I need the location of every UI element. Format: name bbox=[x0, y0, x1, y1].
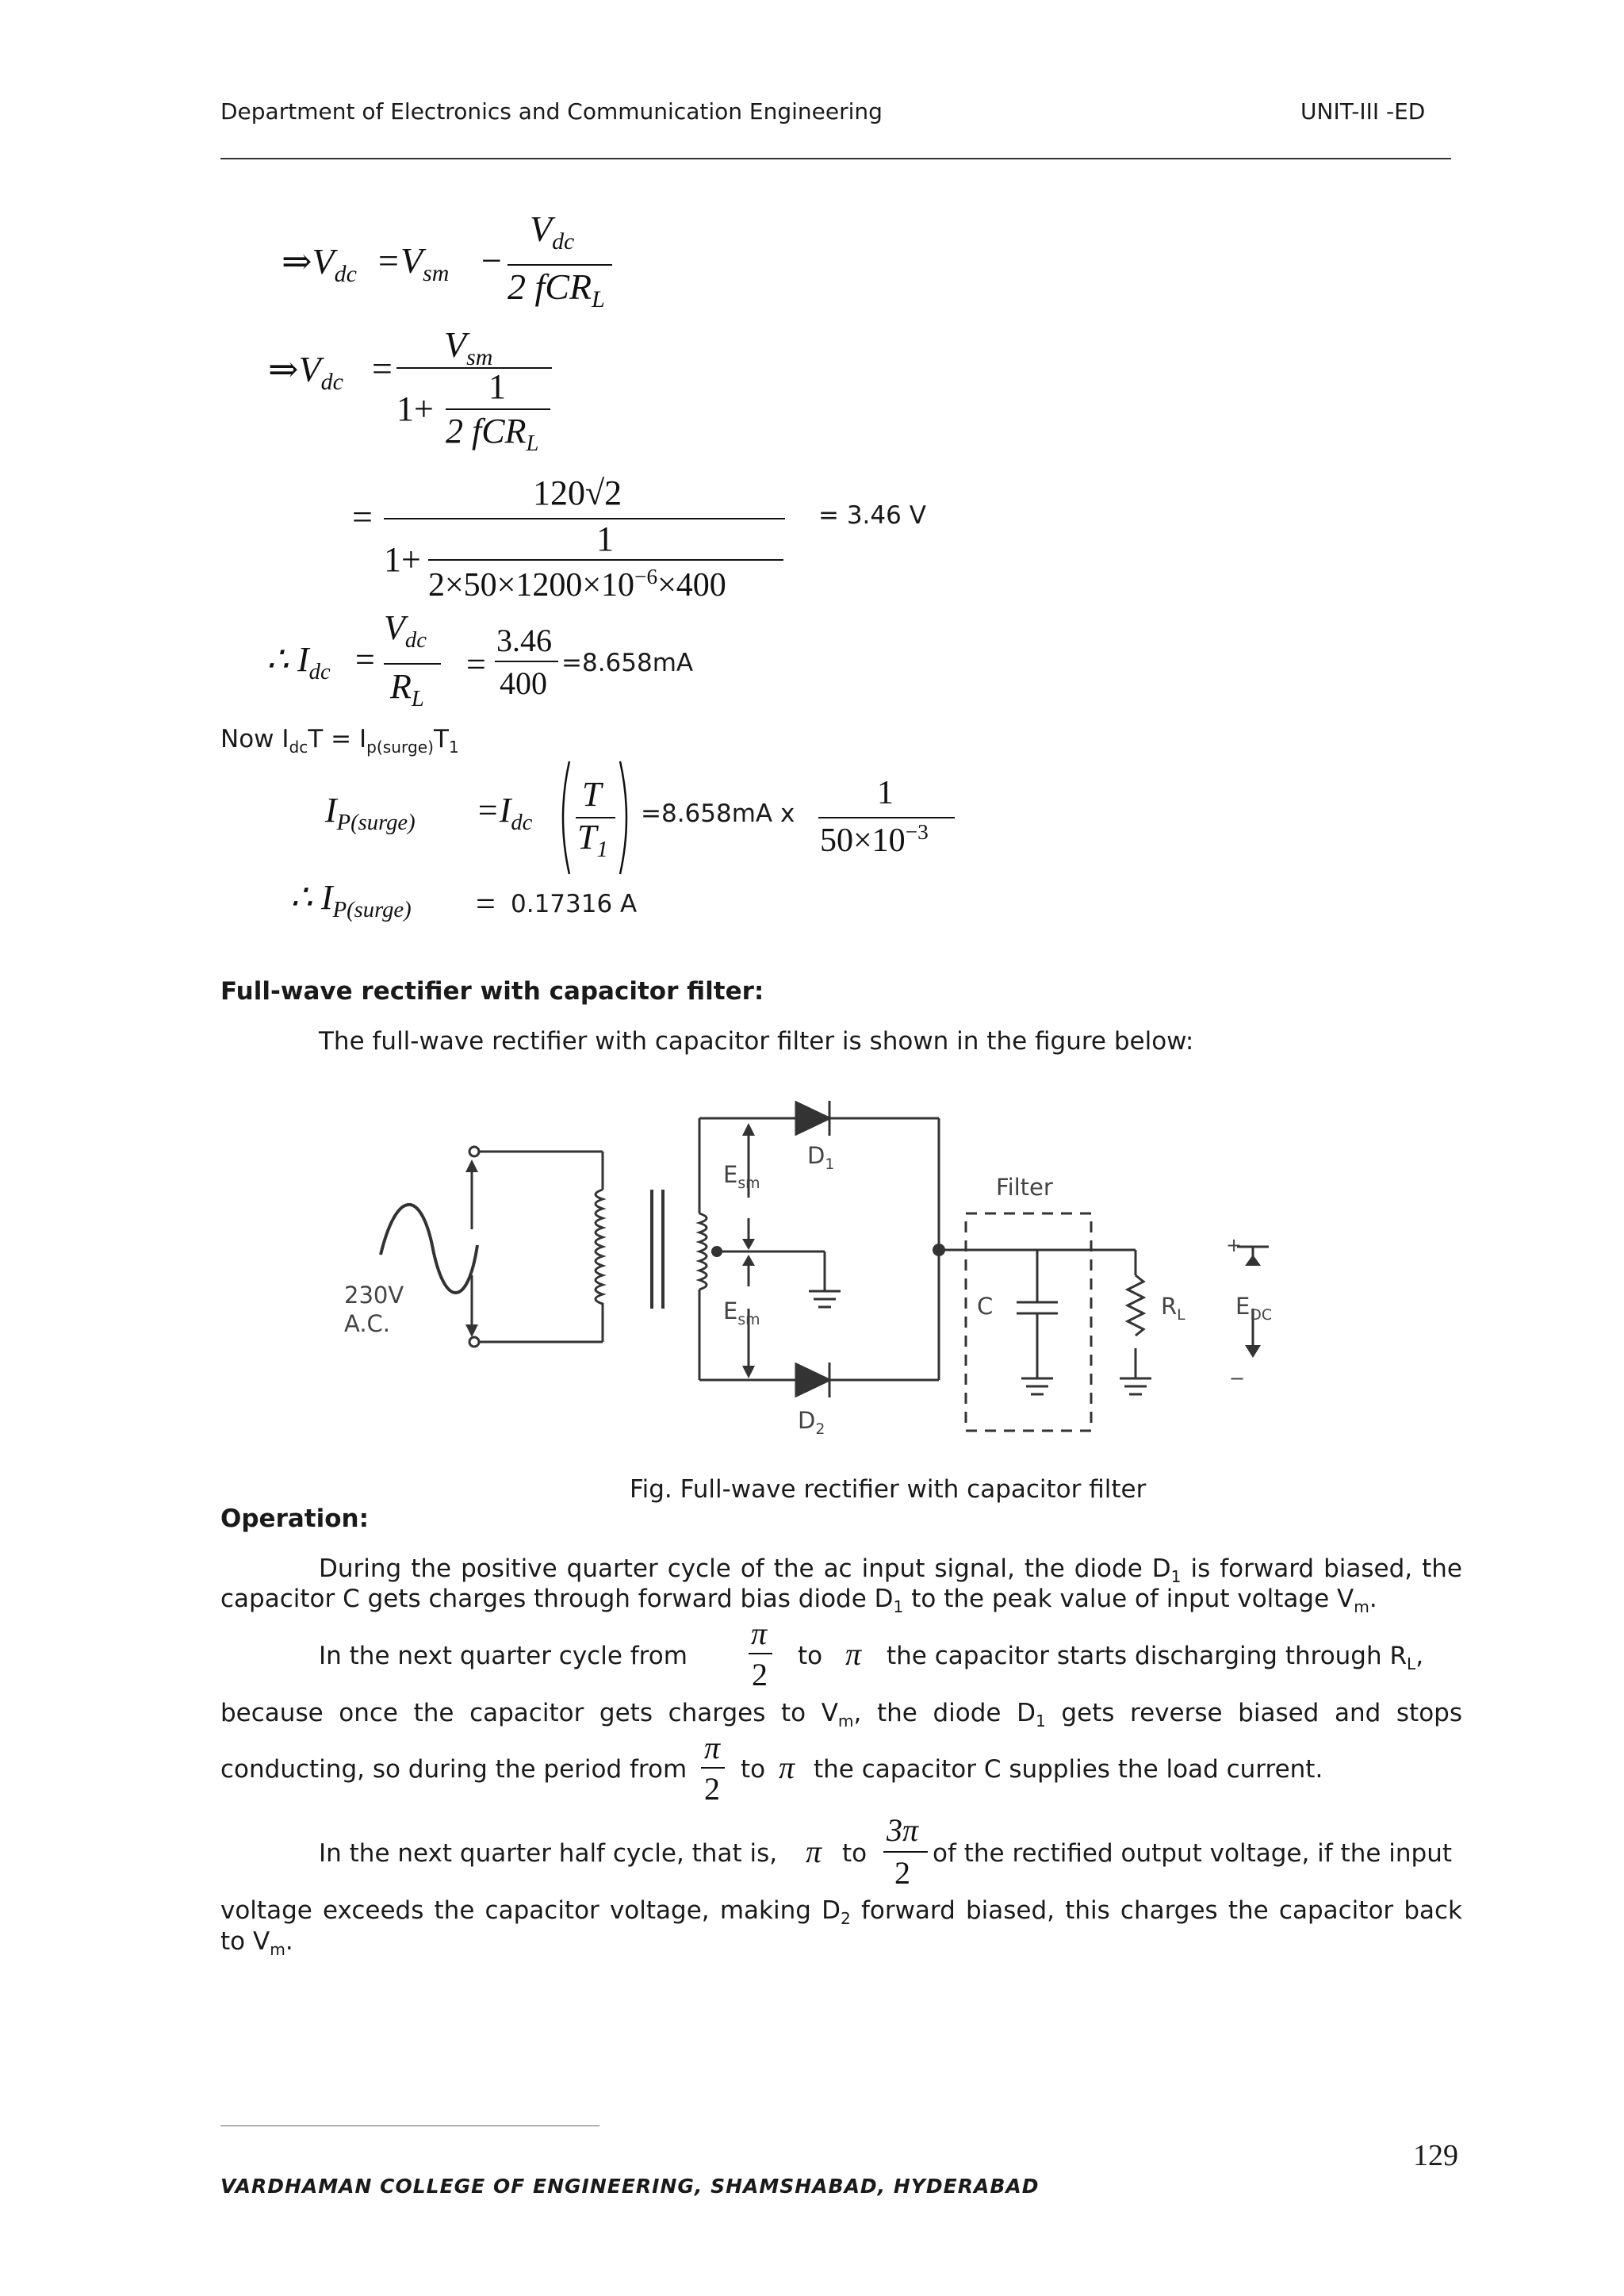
eq1-lhs-sub: dc bbox=[334, 261, 357, 288]
eq1-minus: − bbox=[479, 240, 504, 281]
eq4-result: =8.658mA bbox=[561, 649, 694, 677]
eq2-inner-bar bbox=[446, 408, 550, 410]
eq4-fraction-bar bbox=[384, 663, 441, 665]
eq4-den-sub: L bbox=[411, 686, 424, 711]
eq4-den: R bbox=[390, 667, 412, 706]
para-3-line: because once the capacitor gets charges to $V_m$, the diode $D_1$ gets reverse biased and stops bbox=[220, 1699, 1462, 1731]
page-number: 129 bbox=[1413, 2139, 1458, 2172]
circuit-diagram bbox=[333, 1079, 1293, 1459]
eq5-right-den-exp: −3 bbox=[905, 820, 929, 844]
eq4-therefore-sub: dc bbox=[308, 659, 331, 684]
eq5-right-bar bbox=[818, 817, 955, 818]
eq3-one-plus: 1+ bbox=[384, 540, 421, 579]
eq1-mid: =V bbox=[376, 240, 423, 281]
figure-caption: Fig. Full-wave rectifier with capacitor filter bbox=[630, 1475, 1147, 1504]
eq4-den2: 400 bbox=[500, 665, 547, 701]
eq2-inner-den-sub: L bbox=[526, 431, 539, 456]
eq6-therefore: ∴ I bbox=[290, 878, 333, 917]
circuit-figure bbox=[333, 1079, 1293, 1459]
eq2-equals: = bbox=[370, 348, 395, 389]
eq5-frac-den-sub: 1 bbox=[596, 837, 608, 862]
header-department: Department of Electronics and Communication Engineering bbox=[220, 98, 883, 125]
eq3-inner-den-exp: −6 bbox=[634, 565, 658, 588]
eq2-num-sub: sm bbox=[466, 344, 493, 371]
eq3-result: = 3.46 V bbox=[818, 501, 926, 530]
eq4-num: V bbox=[384, 608, 405, 647]
para-7-line: to $V_m$. bbox=[220, 1927, 293, 1960]
eq3-inner-den-b: ×400 bbox=[657, 567, 726, 604]
source-voltage-label: 230V bbox=[344, 1282, 404, 1309]
para-6-line: voltage exceeds the capacitor voltage, making $D_2$ forward biased, this charges the capacitor back bbox=[220, 1896, 1463, 1929]
eq2-fraction-bar bbox=[396, 367, 552, 369]
eq1-num-sub: dc bbox=[552, 228, 575, 255]
header-rule bbox=[220, 158, 1451, 159]
eq2-num: V bbox=[444, 324, 467, 365]
eq5-right-den: 50×10 bbox=[820, 822, 906, 859]
edc-plus: + bbox=[1226, 1234, 1243, 1256]
eq2-inner-num: 1 bbox=[488, 367, 506, 406]
esm-lower-label: $E_{sm}$ bbox=[723, 1297, 760, 1328]
eq1-mid-sub: sm bbox=[423, 260, 450, 287]
d1-label: $D_1$ bbox=[807, 1142, 835, 1173]
eq6-therefore-sub: P(surge) bbox=[332, 897, 412, 922]
eq5-frac-num: T bbox=[582, 775, 602, 814]
intro-text: The full-wave rectifier with capacitor filter is shown in the figure below: bbox=[319, 1027, 1194, 1056]
now-line: Now $I_{dc}T = I_{p(surge)}T_1$ bbox=[220, 725, 459, 757]
eq5-eq: =I bbox=[476, 791, 511, 830]
eq3-inner-den-a: 2×50×1200×10 bbox=[428, 567, 635, 604]
eq1-den-sub: L bbox=[592, 286, 605, 313]
header-unit: UNIT-III -ED bbox=[1300, 98, 1426, 125]
rl-label: $R_L$ bbox=[1161, 1293, 1185, 1324]
capacitor-label: C bbox=[977, 1293, 994, 1320]
filter-label: Filter bbox=[996, 1174, 1053, 1201]
para-1-line-2: capacitor C gets charges through forward bias diode $D_1$ to the peak value of input voltage $V_m$. bbox=[220, 1585, 1377, 1617]
eq6-equals: = bbox=[476, 884, 496, 923]
eq3-fraction-bar bbox=[384, 518, 785, 519]
eq2-one-plus: 1+ bbox=[396, 389, 434, 428]
eq5-result: =8.658mA x bbox=[641, 799, 795, 828]
eq1-num: V bbox=[530, 209, 553, 249]
eq5-lhs-sub: P(surge) bbox=[336, 810, 416, 835]
footer-rule bbox=[220, 2125, 599, 2126]
eq5-lhs: I bbox=[325, 791, 337, 830]
eq5-right-num: 1 bbox=[877, 775, 894, 811]
eq4-equals: = bbox=[355, 640, 375, 679]
eq5-eq-sub: dc bbox=[511, 810, 533, 835]
esm-upper-label: $E_{sm}$ bbox=[723, 1161, 760, 1192]
eq5-frac-den: T bbox=[577, 818, 597, 857]
eq3-inner-num: 1 bbox=[596, 519, 614, 558]
eq4-num-sub: dc bbox=[404, 627, 427, 653]
para-1-line-1: During the positive quarter cycle of the ac input signal, the diode $D_1$ is forward biased, the bbox=[319, 1554, 1462, 1587]
eq4-equals-2: = bbox=[466, 645, 486, 684]
operation-heading: Operation: bbox=[220, 1504, 369, 1533]
eq4-therefore: ∴ I bbox=[266, 640, 309, 679]
section-heading: Full-wave rectifier with capacitor filter: bbox=[220, 977, 764, 1006]
eq1-den: 2 fCR bbox=[508, 266, 592, 307]
edc-minus: − bbox=[1229, 1367, 1246, 1389]
edc-label: $E_{DC}$ bbox=[1235, 1293, 1272, 1324]
eq2-inner-den: 2 fCR bbox=[446, 412, 527, 450]
eq4-num2: 3.46 bbox=[496, 623, 552, 658]
eq2-lhs: ⇒V bbox=[268, 349, 321, 389]
eq3-inner-bar bbox=[428, 559, 783, 561]
footer-institution: VARDHAMAN COLLEGE OF ENGINEERING, SHAMSHABAD, HYDERABAD bbox=[220, 2175, 1040, 2198]
eq3-equals: = bbox=[352, 496, 373, 537]
eq6-result: 0.17316 A bbox=[511, 890, 638, 918]
eq4-fraction-bar-2 bbox=[495, 661, 558, 662]
d2-label: $D_2$ bbox=[798, 1407, 825, 1438]
eq3-num: 120√2 bbox=[533, 473, 622, 512]
eq2-lhs-sub: dc bbox=[320, 369, 343, 396]
source-ac-label: A.C. bbox=[344, 1310, 391, 1337]
eq1-lhs: ⇒V bbox=[282, 241, 335, 282]
